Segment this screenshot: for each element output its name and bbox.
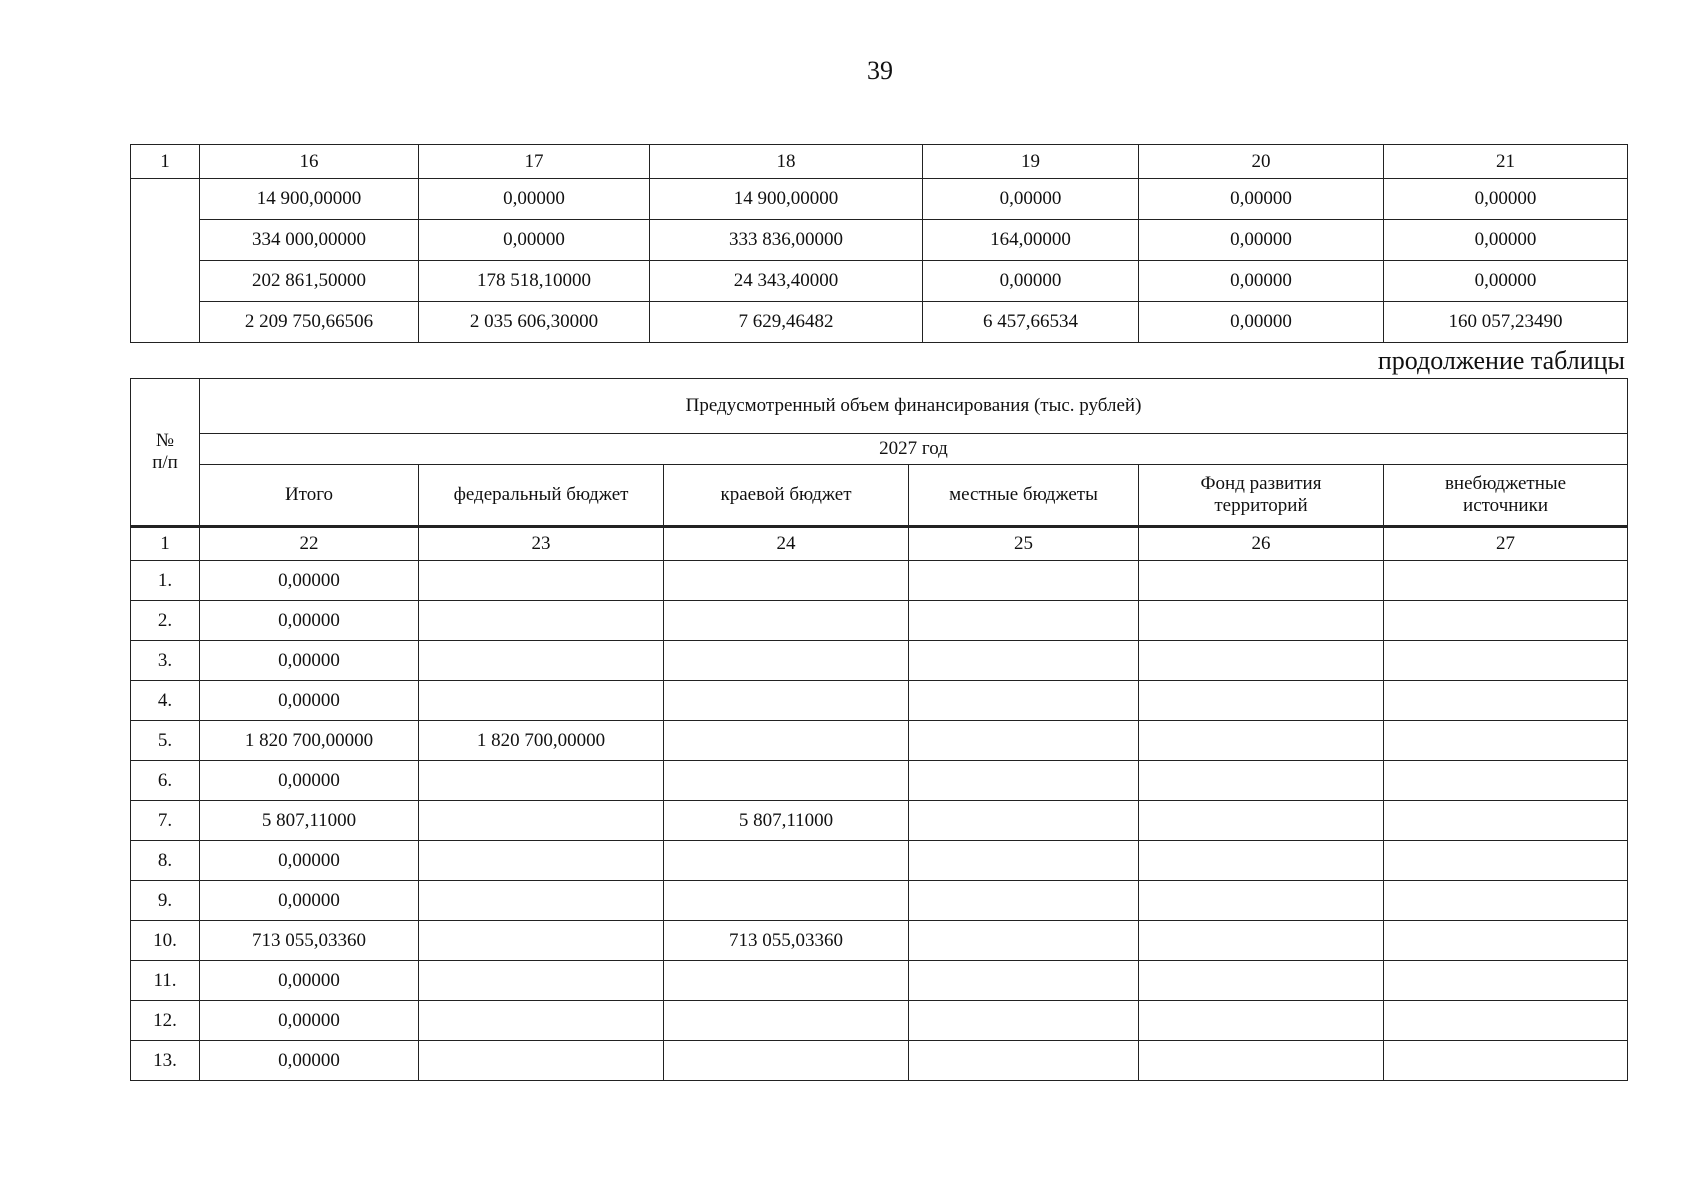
table-cell: 5 807,11000 [664,801,909,841]
table-cell: 0,00000 [1384,220,1628,261]
table-cell: 164,00000 [923,220,1139,261]
table-cell: 14 900,00000 [200,179,419,220]
table-cell [1384,601,1628,641]
table-cell [419,561,664,601]
table-cell: 0,00000 [200,561,419,601]
table-cell [1384,881,1628,921]
table-cell [419,961,664,1001]
table-cell: 333 836,00000 [650,220,923,261]
table-cell [419,921,664,961]
table-row [131,261,1628,302]
table-cell: 0,00000 [1139,302,1384,343]
table-row [131,220,1628,261]
row-number: 5. [131,721,200,761]
row-number: 9. [131,881,200,921]
table-row [131,961,1628,1001]
row-number-cell [131,179,200,343]
table-cell [1384,961,1628,1001]
header-col-federal: федеральный бюджет [419,465,664,527]
header-col-extrabudget: внебюджетные источники [1384,465,1628,527]
table-row [131,1001,1628,1041]
bottom-table [130,378,1628,1081]
row-number: 4. [131,681,200,721]
row-number: 12. [131,1001,200,1041]
row-number: 13. [131,1041,200,1081]
table-cell [419,601,664,641]
table-cell [1384,641,1628,681]
table-cell: 713 055,03360 [664,921,909,961]
table-cell [1384,1041,1628,1081]
table-row [131,841,1628,881]
table-cell [664,721,909,761]
table-cell: 0,00000 [200,681,419,721]
table-cell [664,761,909,801]
table-cell: 2 209 750,66506 [200,302,419,343]
table-cell [909,561,1139,601]
table-cell [664,681,909,721]
table-cell [1139,601,1384,641]
header-col-local: местные бюджеты [909,465,1139,527]
continuation-label: продолжение таблицы [1377,346,1625,375]
header-num: № п/п [131,379,200,527]
table-cell [1139,641,1384,681]
table-row [131,801,1628,841]
table-cell: 0,00000 [200,641,419,681]
column-number: 25 [909,527,1139,561]
table-cell: 0,00000 [419,179,650,220]
table-cell: 0,00000 [200,961,419,1001]
table-cell [909,681,1139,721]
table-cell [1139,761,1384,801]
column-number: 18 [650,145,923,179]
table-cell [1384,841,1628,881]
table-row [131,601,1628,641]
table-cell: 0,00000 [419,220,650,261]
table-cell: 0,00000 [1139,220,1384,261]
table-cell: 0,00000 [200,1001,419,1041]
table-cell [419,641,664,681]
table-cell [909,961,1139,1001]
table-cell [664,881,909,921]
table-cell [1384,801,1628,841]
table-row [131,921,1628,961]
header-col-fund: Фонд развития территорий [1139,465,1384,527]
table-cell: 24 343,40000 [650,261,923,302]
table-row [131,641,1628,681]
table-cell [664,1041,909,1081]
row-number: 2. [131,601,200,641]
table-cell [664,841,909,881]
column-number: 17 [419,145,650,179]
table-cell: 0,00000 [200,601,419,641]
table-row [131,681,1628,721]
table-cell [909,921,1139,961]
table-cell [419,681,664,721]
table-cell: 1 820 700,00000 [419,721,664,761]
table-cell [664,961,909,1001]
table-cell [664,641,909,681]
column-number: 24 [664,527,909,561]
table-cell: 0,00000 [200,761,419,801]
table-cell [1139,721,1384,761]
table-row [131,561,1628,601]
table-cell [1384,561,1628,601]
table-cell [1384,1001,1628,1041]
table-cell: 0,00000 [1384,261,1628,302]
table-cell: 0,00000 [1384,179,1628,220]
table-row [131,761,1628,801]
table-cell: 160 057,23490 [1384,302,1628,343]
table-cell [1384,921,1628,961]
table-cell: 0,00000 [923,179,1139,220]
table-row [131,881,1628,921]
table-row [131,1041,1628,1081]
table-cell [1384,721,1628,761]
table-cell [419,761,664,801]
table-cell [1139,921,1384,961]
header-year: 2027 год [200,434,1628,465]
table-cell: 0,00000 [923,261,1139,302]
table-cell: 2 035 606,30000 [419,302,650,343]
row-number: 3. [131,641,200,681]
column-number-row [131,145,1628,179]
row-number: 6. [131,761,200,801]
column-number: 20 [1139,145,1384,179]
table-cell [909,801,1139,841]
column-number: 21 [1384,145,1628,179]
table-cell [909,1041,1139,1081]
table-cell: 202 861,50000 [200,261,419,302]
table-cell [909,841,1139,881]
row-number: 10. [131,921,200,961]
table-cell [419,1041,664,1081]
table-cell [909,761,1139,801]
table-cell [1139,1001,1384,1041]
table-cell [419,841,664,881]
row-number: 7. [131,801,200,841]
header-financing-title: Предусмотренный объем финансирования (тыс. рублей) [200,379,1628,434]
table-cell: 5 807,11000 [200,801,419,841]
table-cell: 334 000,00000 [200,220,419,261]
column-number: 26 [1139,527,1384,561]
table-cell [664,1001,909,1041]
column-number: 23 [419,527,664,561]
column-number: 19 [923,145,1139,179]
header-col-total: Итого [200,465,419,527]
header-col-regional: краевой бюджет [664,465,909,527]
table-row [131,721,1628,761]
row-number: 8. [131,841,200,881]
column-number: 1 [131,145,200,179]
table-cell [419,801,664,841]
table-cell: 14 900,00000 [650,179,923,220]
table-cell [909,601,1139,641]
table-cell [1139,801,1384,841]
table-cell: 1 820 700,00000 [200,721,419,761]
column-number: 1 [131,527,200,561]
table-cell [1139,961,1384,1001]
table-cell: 7 629,46482 [650,302,923,343]
table-cell [1384,761,1628,801]
table-cell [909,641,1139,681]
table-cell: 178 518,10000 [419,261,650,302]
row-number: 1. [131,561,200,601]
column-number: 22 [200,527,419,561]
table-cell [1139,1041,1384,1081]
table-cell [1384,681,1628,721]
table-cell: 713 055,03360 [200,921,419,961]
table-cell: 0,00000 [200,841,419,881]
table-cell: 0,00000 [1139,261,1384,302]
table-cell [664,561,909,601]
table-row [131,179,1628,220]
table-row [131,302,1628,343]
top-table [130,144,1628,343]
column-number: 16 [200,145,419,179]
table-cell [1139,561,1384,601]
table-cell [909,881,1139,921]
table-cell [419,1001,664,1041]
row-number: 11. [131,961,200,1001]
column-number: 27 [1384,527,1628,561]
table-cell [909,1001,1139,1041]
table-cell: 6 457,66534 [923,302,1139,343]
table-cell [909,721,1139,761]
table-cell [1139,881,1384,921]
table-cell [419,881,664,921]
table-cell: 0,00000 [1139,179,1384,220]
table-cell: 0,00000 [200,1041,419,1081]
page-number: 39 [867,56,893,85]
column-number-row [131,527,1628,561]
table-cell [1139,841,1384,881]
table-cell [664,601,909,641]
table-cell: 0,00000 [200,881,419,921]
table-cell [1139,681,1384,721]
